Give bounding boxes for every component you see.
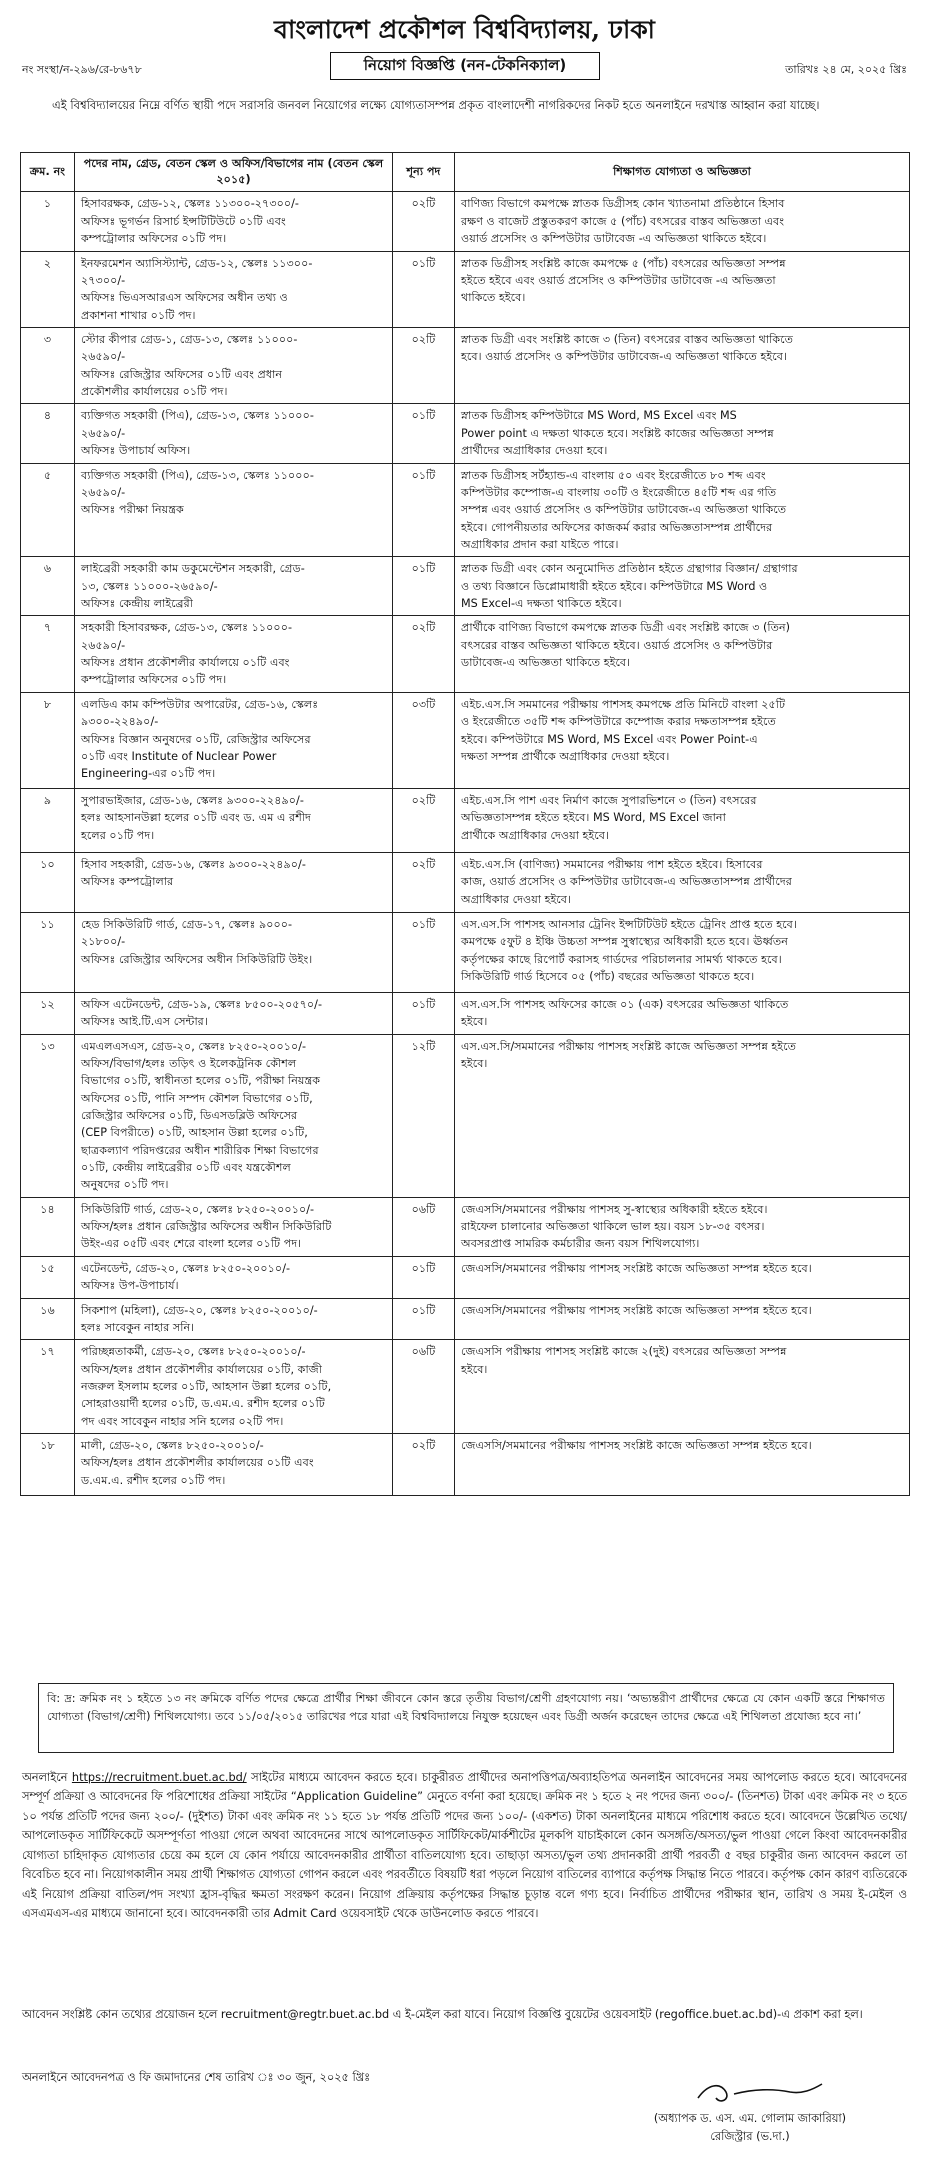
post-line: অফিসঃ প্রধান প্রকৌশলীর কার্যালয়ে ০১টি এবং: [81, 656, 290, 670]
row-qualification: [455, 616, 910, 692]
apply-prefix: অনলাইনে: [22, 1771, 68, 1784]
qualification-line: ও তথ্য বিজ্ঞানে ডিপ্লোমাধারী হইতে হইবে। কম্পিউটারে MS Word ও: [461, 579, 768, 593]
post-line: অফিস/বিভাগ/হলঃ তড়িৎ ও ইলেকট্রনিক কৌশল: [81, 1056, 297, 1070]
table-header-row: [21, 153, 910, 192]
post-line: সিকিউরিটি গার্ড, গ্রেড-২০, স্কেলঃ ৮২৫০-২০০১০/-: [81, 1202, 315, 1216]
qualification-line: কর্তৃপক্ষের কাছে রিপোর্ট করাসহ গার্ডদের পরিচালনার সামর্থ্য থাকতে হবে।: [461, 952, 782, 966]
post-line: নজরুল ইসলাম হলের ০১টি, আহসান উল্লা হলের ০১টি,: [81, 1380, 332, 1393]
row-qualification: [455, 327, 910, 403]
qualification-line: জেএসসি/সমমানের পরীক্ষায় পাশসহ সংশ্লিষ্ট কাজে অভিজ্ঞতা সম্পন্ন হইতে হবে।: [461, 1261, 812, 1275]
post-line: ২৬৫৯০/-: [81, 426, 126, 440]
post-line: হলঃ সাবেকুন নাহার সনি।: [81, 1320, 195, 1334]
row-vacancy: ০২টি: [393, 852, 455, 912]
row-serial: ৯: [21, 788, 75, 852]
recruitment-link[interactable]: https://recruitment.buet.ac.bd/: [71, 1771, 247, 1784]
qualification-line: অগ্রাধিকার দেওয়া হইবে।: [461, 892, 572, 906]
row-post-details: [75, 463, 393, 557]
table-row: [21, 912, 910, 992]
signer-block: [600, 2110, 900, 2146]
post-line: অনুষদের ০১টি পদ।: [81, 1178, 169, 1192]
post-line: ০১টি এবং Institute of Nuclear Power: [81, 749, 277, 763]
qualification-line: এইচ.এস.সি সমমানের পরীক্ষায় পাশসহ কমপক্ষে প্রতি মিনিটে বাংলা ২৫টি: [461, 697, 786, 711]
post-line: সিকশাপ (মহিলা), গ্রেড-২০, স্কেলঃ ৮২৫০-২০০১০/-: [81, 1303, 318, 1317]
table-row: [21, 463, 910, 557]
row-serial: ১৮: [21, 1434, 75, 1496]
qualification-line: বৎসরের বাস্তব অভিজ্ঞতা থাকিতে হইবে। ওয়ার্ড প্রসেসিং ও কম্পিউটার: [461, 638, 773, 652]
row-post-details: [75, 788, 393, 852]
qualification-line: বাণিজ্য বিভাগে কমপক্ষে স্নাতক ডিগ্রীসহ কোন খ্যাতনামা প্রতিষ্ঠানে হিসাব: [461, 197, 785, 211]
post-line: অফিসের ০১টি, পানি সম্পদ কৌশল বিভাগের ০১টি,: [81, 1091, 313, 1105]
qualification-line: এইচ.এস.সি পাশ এবং নির্মাণ কাজে সুপারভিশনে ৩ (তিন) বৎসরের: [461, 793, 757, 807]
table-row: [21, 788, 910, 852]
header-post: পদের নাম, গ্রেড, বেতন স্কেল ও অফিস/বিভাগের নাম (বেতন স্কেল ২০১৫): [75, 153, 393, 192]
qualification-line: রক্ষণ ও বাজেট প্রস্তুতকরণ কাজে ৫ (পাঁচ) বৎসরের বাস্তব অভিজ্ঞতা এবং: [461, 214, 785, 228]
row-vacancy: ০১টি: [393, 463, 455, 557]
qualification-line: রাইফেল চালানোর অভিজ্ঞতা থাকিলে ভাল হয়। বয়স ১৮-৩৫ বৎসর।: [461, 1220, 765, 1234]
row-vacancy: ০১টি: [393, 251, 455, 327]
row-qualification: [455, 557, 910, 616]
post-line: অফিসঃ ভিএসআরএস অফিসের অধীন তথ্য ও: [81, 291, 288, 305]
qualification-line: হইবে। কম্পিউটারে MS Word, MS Excel এবং Power Point-এ: [461, 732, 758, 746]
post-line: কম্পট্রোলার অফিসের ০১টি পদ।: [81, 232, 227, 246]
qualification-line: স্নাতক ডিগ্রী এবং কোন অনুমোদিত প্রতিষ্ঠান হইতে গ্রন্থাগার বিজ্ঞান/ গ্রন্থাগার: [461, 562, 798, 576]
table-row: [21, 692, 910, 788]
post-line: ২৭৩০০/-: [81, 273, 126, 287]
row-post-details: [75, 557, 393, 616]
row-post-details: [75, 1340, 393, 1434]
post-line: অফিসঃ উপাচার্য অফিস।: [81, 444, 191, 458]
row-post-details: [75, 1256, 393, 1298]
row-qualification: [455, 1434, 910, 1496]
post-line: অফিসঃ ভূগর্ভন রিসার্চ ইন্সটিটিউটে ০১টি এবং: [81, 214, 286, 228]
row-serial: ১৪: [21, 1197, 75, 1256]
post-line: মালী, গ্রেড-২০, স্কেলঃ ৮২৫০-২০০১০/-: [81, 1439, 264, 1453]
qualification-line: হইতে হইবে এবং ওয়ার্ড প্রসেসিং ও কম্পিউটার ডাটাবেজ -এ অভিজ্ঞতা: [461, 273, 776, 287]
row-vacancy: ০১টি: [393, 404, 455, 463]
qualification-line: কাজ, ওয়ার্ড প্রসেসিং ও কম্পিউটার ডাটাবেজ-এ অভিজ্ঞতাসম্পন্ন প্রার্থীদের: [461, 875, 792, 889]
qualification-line: স্নাতক ডিগ্রীসহ সংশ্লিষ্ট কাজে কমপক্ষে ৫ (পাঁচ) বৎসরের অভিজ্ঞতা সম্পন্ন: [461, 256, 786, 270]
row-post-details: [75, 327, 393, 403]
qualification-line: হইবে।: [461, 1362, 488, 1376]
row-post-details: [75, 1197, 393, 1256]
qualification-line: অভিজ্ঞতাসম্পন্ন হইতে হইবে। MS Word, MS Excel জানা: [461, 811, 726, 825]
row-post-details: [75, 912, 393, 992]
post-line: ড.এম.এ. রশীদ হলের ০১টি পদ।: [81, 1473, 226, 1487]
post-line: ০১টি, কেন্দ্রীয় লাইব্রেরীর ০১টি এবং যন্ত্রকৌশল: [81, 1161, 291, 1175]
table-row: [21, 327, 910, 403]
qualification-line: এস.এস.সি/সমমানের পরীক্ষায় পাশসহ সংশ্লিষ্ট কাজে অভিজ্ঞতা সম্পন্ন হইতে: [461, 1039, 797, 1053]
row-serial: ৫: [21, 463, 75, 557]
row-serial: ২: [21, 251, 75, 327]
qualification-line: ডাটাবেজ-এ অভিজ্ঞতা থাকিতে হইবে।: [461, 656, 631, 670]
post-line: ১৩, স্কেলঃ ১১০০০-২৬৫৯০/-: [81, 579, 218, 593]
post-line: সহকারী হিসাবরক্ষক, গ্রেড-১৩, স্কেলঃ ১১০০০-: [81, 621, 293, 635]
row-serial: ৬: [21, 557, 75, 616]
application-instructions: [22, 1768, 907, 1923]
post-line: হলঃ আহসানউল্লা হলের ০১টি এবং ড. এম এ রশীদ: [81, 811, 311, 825]
table-row: [21, 1340, 910, 1434]
row-serial: ১০: [21, 852, 75, 912]
post-line: ২৬৫৯০/-: [81, 350, 126, 364]
row-vacancy: ১২টি: [393, 1034, 455, 1197]
row-post-details: [75, 616, 393, 692]
qualification-line: ওয়ার্ড প্রসেসিং ও কম্পিউটার ডাটাবেজ -এ অভিজ্ঞতা থাকিতে হইবে।: [461, 232, 767, 246]
post-line: হিসাব সহকারী, গ্রেড-১৬, স্কেলঃ ৯৩০০-২২৪৯০/-: [81, 857, 306, 871]
row-post-details: [75, 251, 393, 327]
qualification-line: জেএসসি/সমমানের পরীক্ষায় পাশসহ সংশ্লিষ্ট কাজে অভিজ্ঞতা সম্পন্ন হইতে হবে।: [461, 1303, 812, 1317]
post-line: হলের ০১টি পদ।: [81, 828, 155, 842]
row-serial: ৩: [21, 327, 75, 403]
post-line: পরিচ্ছন্নতাকর্মী, গ্রেড-২০, স্কেলঃ ৮২৫০-২০০১০/-: [81, 1345, 306, 1359]
post-line: এলডিএ কাম কম্পিউটার অপারেটর, গ্রেড-১৬, স্কেলঃ: [81, 697, 319, 711]
row-vacancy: ০৬টি: [393, 1340, 455, 1434]
row-post-details: [75, 992, 393, 1034]
table-row: [21, 1034, 910, 1197]
post-line: স্টোর কীপার গ্রেড-১, গ্রেড-১৩, স্কেলঃ ১১০০০-: [81, 332, 298, 346]
post-line: প্রকৌশলীর কার্যালয়ের ০১টি পদ।: [81, 385, 228, 399]
post-line: Engineering-এর ০১টি পদ।: [81, 767, 216, 781]
qualification-line: এস.এস.সি পাশসহ অফিসের কাজে ০১ (এক) বৎসরের অভিজ্ঞতা থাকিতে: [461, 997, 789, 1011]
table-row: [21, 992, 910, 1034]
post-line: পদ এবং সাবেকুন নাহার সনি হলের ০২টি পদ।: [81, 1414, 284, 1428]
post-line: বিভাগের ০১টি, স্বাধীনতা হলের ০১টি, পরীক্ষা নিয়ন্ত্রক: [81, 1074, 321, 1088]
row-post-details: [75, 1298, 393, 1340]
row-post-details: [75, 192, 393, 251]
signer-designation: রেজিস্ট্রার (ভ.দা.): [710, 2130, 790, 2144]
row-qualification: [455, 463, 910, 557]
university-title: বাংলাদেশ প্রকৌশল বিশ্ববিদ্যালয়, ঢাকা: [274, 15, 655, 44]
table-row: [21, 1197, 910, 1256]
row-vacancy: ০১টি: [393, 912, 455, 992]
notice-date: তারিখঃ ২৪ মে, ২০২৫ খ্রিঃ: [785, 63, 907, 76]
row-serial: ১৩: [21, 1034, 75, 1197]
post-line: অফিস/হলঃ প্রধান প্রকৌশলীর কার্যালয়ের ০১টি এবং: [81, 1456, 314, 1470]
row-qualification: [455, 192, 910, 251]
post-line: সুপারভাইজার, গ্রেড-১৬, স্কেলঃ ৯৩০০-২২৪৯০/-: [81, 793, 304, 807]
row-vacancy: ০১টি: [393, 992, 455, 1034]
header-serial: ক্রম. নং: [21, 153, 75, 192]
qualification-line: স্নাতক ডিগ্রী এবং সংশ্লিষ্ট কাজে ৩ (তিন) বৎসরের বাস্তব অভিজ্ঞতা থাকিতে: [461, 332, 794, 346]
post-line: প্রকাশনা শাখার ০১টি পদ।: [81, 308, 196, 322]
row-qualification: [455, 912, 910, 992]
row-post-details: [75, 1434, 393, 1496]
post-line: ২১৮০০/-: [81, 935, 126, 949]
row-qualification: [455, 852, 910, 912]
post-line: (CEP বিপরীতে) ০১টি, আহসান উল্লা হলের ০১টি,: [81, 1126, 308, 1140]
qualification-line: হইবে। গোপনীয়তার অফিসের কাজকর্ম করার অভিজ্ঞতাসম্পন্ন প্রার্থীদের: [461, 520, 773, 534]
qualification-line: প্রার্থীকে অগ্রাধিকার দেওয়া হইবে।: [461, 828, 609, 842]
row-qualification: [455, 992, 910, 1034]
qualification-line: জেএসসি/সমমানের পরীক্ষায় পাশসহ সংশ্লিষ্ট কাজে অভিজ্ঞতা সম্পন্ন হইতে হবে।: [461, 1439, 812, 1453]
vacancy-table: [20, 152, 910, 1496]
row-vacancy: ০১টি: [393, 557, 455, 616]
intro-paragraph: এই বিশ্ববিদ্যালয়ের নিম্নে বর্ণিত স্থায়ী পদে সরাসরি জনবল নিয়োগের লক্ষ্যে যোগ্যতাসম্পন্ন প্রকৃত বাংলাদেশী নাগরিকদের নিকট হতে অনলাইনে দরখাস্ত আহ্বান করা যাচ্ছে।: [52, 98, 820, 112]
row-post-details: [75, 404, 393, 463]
post-line: অফিসঃ পরীক্ষা নিয়ন্ত্রক: [81, 503, 184, 517]
qualification-line: জেএসসি পরীক্ষায় পাশসহ সংশ্লিষ্ট কাজে ২(দুই) বৎসরের অভিজ্ঞতা সম্পন্ন: [461, 1345, 787, 1359]
row-vacancy: ০৬টি: [393, 1197, 455, 1256]
qualification-line: স্নাতক ডিগ্রীসহ সর্টহ্যান্ড-এ বাংলায় ৫০ এবং ইংরেজীতে ৮০ শব্দ এবং: [461, 468, 766, 482]
qualification-line: হবে। ওয়ার্ড প্রসেসিং ও কম্পিউটার ডাটাবেজ-এ অভিজ্ঞতা থাকিতে হইবে।: [461, 350, 787, 364]
row-vacancy: ০২টি: [393, 192, 455, 251]
row-serial: ৭: [21, 616, 75, 692]
row-qualification: [455, 404, 910, 463]
row-serial: ৪: [21, 404, 75, 463]
post-line: হেড সিকিউরিটি গার্ড, গ্রেড-১৭, স্কেলঃ ৯০০০-: [81, 917, 293, 931]
header-vacancy: শূন্য পদ: [393, 153, 455, 192]
row-vacancy: ০১টি: [393, 1256, 455, 1298]
row-qualification: [455, 1197, 910, 1256]
qualification-line: অগ্রাধিকার প্রদান করা যাইতে পারে।: [461, 537, 619, 551]
row-qualification: [455, 1256, 910, 1298]
qualification-line: এস.এস.সি পাশসহ আনসার ট্রেনিং ইন্সটিটিউট হইতে ট্রেনিং প্রাপ্ত হতে হবে।: [461, 917, 797, 931]
qualification-line: MS Excel-এ দক্ষতা থাকিতে হইবে।: [461, 597, 622, 611]
qualification-line: কম্পিউটার কম্পোজ-এ বাংলায় ৩০টি ও ইংরেজীতে ৪৫টি শব্দ এর গতি: [461, 485, 777, 499]
table-row: [21, 404, 910, 463]
header-qualification: শিক্ষাগত যোগ্যতা ও অভিজ্ঞতা: [455, 153, 910, 192]
post-line: অফিসঃ কম্পট্রোলার: [81, 875, 174, 889]
post-line: অফিসঃ বিজ্ঞান অনুষদের ০১টি, রেজিস্ট্রার অফিসের: [81, 732, 311, 746]
table-row: [21, 251, 910, 327]
post-line: লাইব্রেরী সহকারী কাম ডকুমেন্টেশন সহকারী, গ্রেড-: [81, 562, 305, 576]
row-qualification: [455, 1034, 910, 1197]
table-row: [21, 852, 910, 912]
table-row: [21, 616, 910, 692]
post-line: ২৬৫৯০/-: [81, 485, 126, 499]
post-line: এটেনডেন্ট, গ্রেড-২০, স্কেলঃ ৮২৫০-২০০১০/-: [81, 1261, 290, 1275]
qualification-line: হইবে।: [461, 1015, 488, 1029]
qualification-line: অবসরপ্রাপ্ত সামরিক কর্মচারীর জন্য বয়স শিথিলযোগ্য।: [461, 1237, 700, 1251]
row-serial: ১৭: [21, 1340, 75, 1434]
post-line: ইনফরমেশন অ্যাসিস্ট্যান্ট, গ্রেড-১২, স্কেলঃ ১১৩০০-: [81, 256, 313, 270]
notice-subtitle: নিয়োগ বিজ্ঞপ্তি (নন-টেকনিক্যাল): [330, 52, 600, 80]
post-line: ৯৩০০-২২৪৯০/-: [81, 715, 159, 729]
qualification-line: হইবে।: [461, 1056, 488, 1070]
application-deadline: অনলাইনে আবেদনপত্র ও ফি জমাদানের শেষ তারিখ ঃ ৩০ জুন, ২০২৫ খ্রিঃ: [22, 2071, 371, 2084]
row-qualification: [455, 692, 910, 788]
qualification-line: প্রার্থীকে বাণিজ্য বিভাগে কমপক্ষে স্নাতক ডিগ্রী এবং সংশ্লিষ্ট কাজে ৩ (তিন): [461, 621, 791, 635]
post-line: অফিসঃ রেজিস্ট্রার অফিসের অধীন সিকিউরিটি উইং।: [81, 952, 313, 966]
post-line: ব্যক্তিগত সহকারী (পিএ), গ্রেড-১৩, স্কেলঃ ১১০০০-: [81, 468, 314, 482]
table-row: [21, 1434, 910, 1496]
post-line: উইং-এর ০৫টি এবং শেরে বাংলা হলের ০১টি পদ।: [81, 1237, 302, 1251]
row-vacancy: ০২টি: [393, 616, 455, 692]
qualification-line: কমপক্ষে ৫ফুট ৪ ইঞ্চি উচ্চতা সম্পন্ন সুস্বাস্থ্যের অধিকারী হতে হবে। ঊর্ধ্বতন: [461, 935, 788, 949]
qualification-line: Power point এ দক্ষতা থাকতে হবে। সংশ্লিষ্ট কাজের অভিজ্ঞতা সম্পন্ন: [461, 426, 774, 440]
row-vacancy: ০২টি: [393, 327, 455, 403]
qualification-line: ও ইংরেজীতে ৩৫টি শব্দ কম্পিউটারে কম্পোজ করার দক্ষতাসম্পন্ন হইতে: [461, 715, 776, 729]
registrar-signature: [690, 2070, 830, 2110]
post-line: অফিসঃ কেন্দ্রীয় লাইব্রেরী: [81, 597, 193, 611]
apply-body: সাইটের মাধ্যমে আবেদন করতে হবে। চাকুরীরত প্রার্থীদের অনাপত্তিপত্র/অব্যাহতিপত্র অনলাইন আবেদনের সময় আপলোড করতে হবে। আবেদনের সম্পূর্ণ প্রক্রিয়া ও আবেদনের ফি পরিশোধের প্রক্রিয়া সাইটের “Application Guideline” মেনুতে বর্ণনা করা হয়েছে। ক্রমিক নং ১ হতে ২ নং পদের জন্য ৩০০/- (তিনশত) টাকা এবং ক্রমিক নং ৩ হতে ১০ পর্যন্ত প্রতিটি পদের জন্য ২০০/- (দুইশত) টাকা এবং ক্রমিক নং ১১ হতে ১৮ পর্যন্ত প্রতিটি পদের জন্য ১০০/- (একশত) টাকা অনলাইনের মাধ্যমে পরিশোধ করতে হবে। আবেদনে উল্লেখিত তথ্যে/আপলোডকৃত সার্টিফিকেটে অসম্পূর্ণতা পাওয়া গেলে অথবা আবেদনের সাথে আপলোডকৃত সার্টিফিকেট/মার্কশীটের মূলকপি যাচাইকালে কোন অসঙ্গতি/অসত্য/ভুল পাওয়া গেলে কিংবা আবেদনকারীর যোগ্যতা চাহিদাকৃত যোগ্যতার চেয়ে কম হলে যে কোন পর্যায়ে আবেদনকারীর প্রার্থীতা বাতিলযোগ্য হবে। তাছাড়া অসত্য/ভুল তথ্য প্রদানকারী প্রার্থী পরবর্তী ৫ বছর চাকুরীর জন্য আবেদন করলে তা বিবেচিত হবে না। নিয়োগকালীন সময় প্রার্থী শিক্ষাগত যোগ্যতা গোপন করলে এবং পরবর্তীতে বিষয়টি ধরা পড়লে নিয়োগ বাতিলের ব্যাপারে কর্তৃপক্ষ সিদ্ধান্ত নিতে পারবে। কর্তৃপক্ষ কোন কারণ ব্যতিরেকে এই নিয়োগ প্রক্রিয়া বাতিল/পদ সংখ্যা হ্রাস-বৃদ্ধির ক্ষমতা সংরক্ষণ করেন। নিয়োগ প্রক্রিয়ায় কর্তৃপক্ষের সিদ্ধান্ত চূড়ান্ত বলে গণ্য হবে। নির্বাচিত প্রার্থীদের পরীক্ষার স্থান, তারিখ ও সময় ই-মেইল ও এসএমএস-এর মাধ্যমে জানানো হবে। আবেদনকারী তার Admit Card ওয়েবসাইট থেকে ডাউনলোড করতে পারবে।: [22, 1771, 908, 1920]
row-qualification: [455, 251, 910, 327]
row-vacancy: ০৩টি: [393, 692, 455, 788]
row-vacancy: ০১টি: [393, 1298, 455, 1340]
post-line: হিসাবরক্ষক, গ্রেড-১২, স্কেলঃ ১১৩০০-২৭৩০০/-: [81, 197, 299, 211]
post-line: রেজিস্ট্রার অফিসের ০১টি, ডিএসডব্লিউ অফিসের: [81, 1108, 298, 1122]
qualification-line: সম্পন্ন এবং ওয়ার্ড প্রসেসিং ও কম্পিউটার ডাটাবেজ-এ অভিজ্ঞতা থাকিতে: [461, 503, 787, 517]
row-qualification: [455, 1298, 910, 1340]
reference-number: নং সংস্থা/ন-২৯৬/রে-৮৬৭৮: [22, 63, 142, 76]
qualification-line: প্রার্থীদের অগ্রাধিকার দেওয়া হবে।: [461, 444, 608, 458]
post-line: অফিস/হলঃ প্রধান প্রকৌশলীর কার্যালয়ের ০১টি, কাজী: [81, 1362, 322, 1376]
contact-paragraph: আবেদন সংশ্লিষ্ট কোন তথ্যের প্রয়োজন হলে recruitment@regtr.buet.ac.bd এ ই-মেইল করা যাবে। নিয়োগ বিজ্ঞপ্তি বুয়েটের ওয়েবসাইট (regoffice.buet.ac.bd)-এ প্রকাশ করা হল।: [22, 2008, 863, 2021]
qualification-line: জেএসসি/সমমানের পরীক্ষায় পাশসহ সু-স্বাস্থ্যের অধিকারী হইতে হইবে।: [461, 1202, 768, 1216]
post-line: অফিস এটেনডেন্ট, গ্রেড-১৯, স্কেলঃ ৮৫০০-২০৫৭০/-: [81, 997, 322, 1011]
post-line: সোহরাওয়ার্দী হলের ০১টি, ড.এম.এ. রশীদ হলের ০১টি: [81, 1397, 325, 1411]
post-line: ২৬৫৯০/-: [81, 638, 126, 652]
row-post-details: [75, 852, 393, 912]
row-serial: ১৬: [21, 1298, 75, 1340]
post-line: ব্যক্তিগত সহকারী (পিএ), গ্রেড-১৩, স্কেলঃ ১১০০০-: [81, 409, 314, 423]
row-serial: ৮: [21, 692, 75, 788]
table-row: [21, 1256, 910, 1298]
table-row: [21, 1298, 910, 1340]
row-serial: ১২: [21, 992, 75, 1034]
qualification-line: স্নাতক ডিগ্রীসহ কম্পিউটারে MS Word, MS Excel এবং MS: [461, 409, 737, 423]
post-line: অফিস/হলঃ প্রধান রেজিস্ট্রার অফিসের অধীন সিকিউরিটি: [81, 1220, 332, 1234]
qualification-line: থাকিতে হইবে।: [461, 291, 526, 305]
row-serial: ১৫: [21, 1256, 75, 1298]
note-box: বি: দ্র: ক্রমিক নং ১ হইতে ১৩ নং ক্রমিকে বর্ণিত পদের ক্ষেত্রে প্রার্থীর শিক্ষা জীবনে কোন স্তরে তৃতীয় বিভাগ/শ্রেণী গ্রহণযোগ্য নয়। ‘অভ্যন্তরীণ প্রার্থীদের ক্ষেত্রে যে কোন একটি স্তরে শিক্ষাগত যোগ্যতা (বিভাগ/শ্রেণী) শিথিলযোগ্য। তবে ১১/০৫/২০১৫ তারিখের পরে যারা এই বিশ্ববিদ্যালয়ে নিযুক্ত হয়েছেন এবং ডিগ্রী অর্জন করেছেন তাদের ক্ষেত্রে এই শিথিলতা প্রযোজ্য হবে না।’: [38, 1683, 894, 1753]
qualification-line: এইচ.এস.সি (বাণিজ্য) সমমানের পরীক্ষায় পাশ হইতে হইবে। হিসাবের: [461, 857, 763, 871]
table-row: [21, 192, 910, 251]
qualification-line: দক্ষতা সম্পন্ন প্রার্থীকে অগ্রাধিকার দেওয়া হইবে।: [461, 749, 670, 763]
row-post-details: [75, 1034, 393, 1197]
qualification-line: সিকিউরিটি গার্ড হিসেবে ০৫ (পাঁচ) বছরের অভিজ্ঞতা থাকতে হবে।: [461, 969, 755, 983]
post-line: অফিসঃ আই.টি.এস সেন্টার।: [81, 1015, 208, 1029]
post-line: এমএলএসএস, গ্রেড-২০, স্কেলঃ ৮২৫০-২০০১০/-: [81, 1039, 307, 1053]
post-line: অফিসঃ রেজিস্ট্রার অফিসের ০১টি এবং প্রধান: [81, 367, 283, 381]
row-post-details: [75, 692, 393, 788]
row-vacancy: ০২টি: [393, 1434, 455, 1496]
row-serial: ১: [21, 192, 75, 251]
table-row: [21, 557, 910, 616]
post-line: অফিসঃ উপ-উপাচার্য।: [81, 1279, 179, 1293]
row-serial: ১১: [21, 912, 75, 992]
row-qualification: [455, 1340, 910, 1434]
signer-name: (অধ্যাপক ড. এস. এম. গোলাম জাকারিয়া): [653, 2112, 847, 2125]
post-line: ছাত্রকল্যাণ পরিদপ্তরের অধীন শারীরিক শিক্ষা বিভাগের: [81, 1143, 319, 1157]
row-qualification: [455, 788, 910, 852]
row-vacancy: ০২টি: [393, 788, 455, 852]
post-line: কম্পট্রোলার অফিসের ০১টি পদ।: [81, 673, 227, 687]
